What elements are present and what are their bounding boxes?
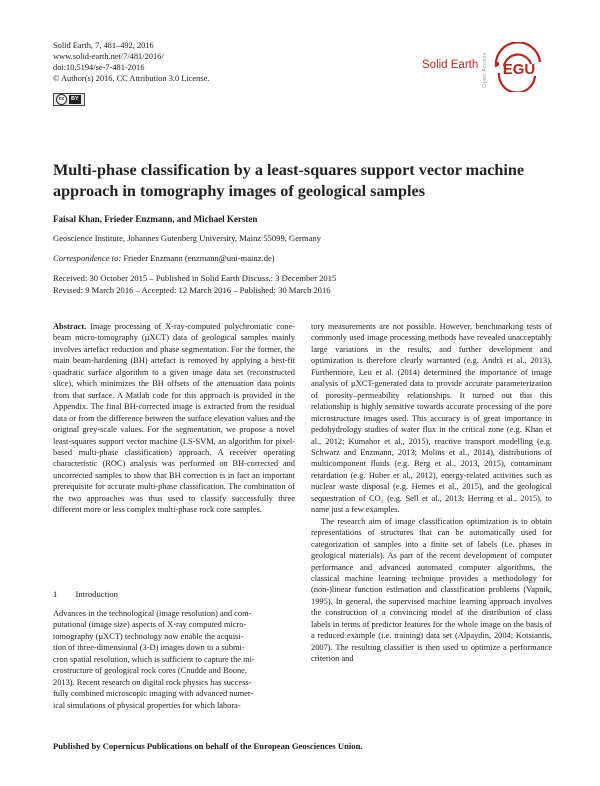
publisher-footer: Published by Copernicus Publications on behalf of the European Geosciences Union. bbox=[53, 741, 363, 751]
article-dates bbox=[53, 272, 336, 296]
open-access-label: Open Access bbox=[482, 52, 488, 88]
egu-logo-text: EGU bbox=[502, 61, 536, 78]
intro-line: tion of three-dimensional (3-D) images down to a submi- bbox=[53, 643, 245, 653]
intro-line: crostructure of geological rock cores (Cnudde and Boone, bbox=[53, 666, 247, 676]
intro-line: Advances in the technological (image resolution) and com- bbox=[53, 609, 252, 618]
dates-revised: Revised: 9 March 2016 – Accepted: 12 March 2016 – Published: 30 March 2016 bbox=[53, 285, 331, 295]
citation-license: © Author(s) 2016. CC Attribution 3.0 License. bbox=[53, 74, 210, 83]
intro-line: cron spatial resolution, which is sufficient to capture the mi- bbox=[53, 654, 255, 664]
intro-line: putational (image size) aspects of X-ray computed micro- bbox=[53, 620, 247, 630]
citation-doi[interactable]: doi:10.5194/se-7-481-2016 bbox=[53, 63, 145, 72]
intro-line: 2013). Recent research on digital rock physics has success- bbox=[53, 677, 252, 687]
citation-block bbox=[53, 40, 209, 84]
by-label: BY bbox=[71, 96, 79, 102]
section-heading-introduction bbox=[53, 589, 118, 599]
dates-received: Received: 30 October 2015 – Published in Solid Earth Discuss.: 3 December 2015 bbox=[53, 273, 337, 283]
abstract bbox=[53, 321, 295, 516]
article-title: Multi-phase classification by a least-squares support vector machine approach in tomography images of geological samples bbox=[53, 161, 525, 200]
intro-line: tomography (µXCT) technology now enable the acquisi- bbox=[53, 631, 244, 641]
correspondence bbox=[53, 253, 275, 263]
section-number: 1 bbox=[53, 589, 58, 599]
cc-icon: cc bbox=[56, 94, 67, 105]
introduction-right bbox=[311, 321, 552, 665]
correspondence-value[interactable]: Frieder Enzmann (enzmann@uni-mainz.de) bbox=[123, 253, 275, 263]
author-list: Faisal Khan, Frieder Enzmann, and Michael Kersten bbox=[53, 214, 258, 224]
abstract-text: Image processing of X-ray-computed polychromatic cone-beam micro-tomography (µXCT) data of geological samples mainly involves artefact reduction and phase segmentation. For the former, the main beam-hardening (BH) artefact is removed by applying a best-fit quadratic surface algorithm to a given image data set (reconstructed slice), which minimizes the BH offsets of the attenuation data points from that surface. A Matlab code for this approach is provided in the Appendix. The final BH-corrected image is extracted from the residual data or from the difference between the surface elevation values and the original grey-scale values. For the segmentation, we propose a novel least-squares support vector machine (LS-SVM, an algorithm for pixel-based multi-phase classification) approach. A receiver operating characteristic (ROC) analysis was performed on BH-corrected and uncorrected samples to show that BH correction is in fact an important prerequisite for accurate multi-phase classification. The combination of the two approaches was thus used to classify successfully three different more or less complex multi-phase rock core samples. bbox=[53, 322, 295, 515]
intro-line: ical simulations of physical properties for which labora- bbox=[53, 700, 241, 710]
intro-paragraph-1-continued: tory measurements are not possible. However, benchmarking tests of commonly used image processing methods have revealed unacceptably large variations in the results, and further development and optimization is therefore clearly warranted (e.g. Andrä et al., 2013). Furthermore, Leu et al. (2014) determined the importance of image analysis of µXCT-generated data to provide accurate parameterization of porosity–permeability relationships. It turned out that this relationship is highly sensitive towards accurate processing of the pore microstructure images used. This accuracy is of great importance in pedohydrology studies of water flux in the critical zone (e.g. Khan et al., 2012; Kumahor et al., 2015), reactive transport modelling (e.g. Schwarz and Enzmann, 2013; Molins et al., 2014), distributions of multicomponent fluids (e.g. Berg et al., 2013, 2015), contaminant retardation (e.g. Huber et al., 2012), energy-related activities such as nuclear waste disposal (e.g. Hemes et al., 2015), and the geological sequestration of CO₂ (e.g. Sell et al., 2013; Herring et al., 2015), to name just a few examples. bbox=[311, 322, 552, 515]
intro-paragraph-2: The research aim of image classification optimization is to obtain representations of structures that can be automatically used for categorization of samples into a finite set of labels (i.e. phases in geological materials). As part of the recent development of computer performance and advanced automated computer algorithms, the classical machine learning technique provides a methodology for (non-)linear function estimation and classification problems (Vapnik, 1995). In general, the supervised machine learning approach involves the construction of a convincing model of the distribution of class labels in terms of predictor features for the whole image on the basis of a reduced example (i.e. training) data set (Alpaydin, 2004; Kotsiantis, 2007). The resulting classifier is then used to optimize a performance criterion and bbox=[311, 516, 552, 664]
egu-logo bbox=[490, 42, 546, 92]
affiliation: Geoscience Institute, Johannes Gutenberg University, Mainz 55099, Germany bbox=[53, 233, 322, 243]
section-title: Introduction bbox=[75, 589, 118, 599]
intro-line: fully combined microscopic imaging with advanced numer- bbox=[53, 689, 254, 699]
citation-journal: Solid Earth, 7, 481–492, 2016 bbox=[53, 41, 154, 50]
journal-name: Solid Earth bbox=[422, 59, 479, 71]
introduction-left bbox=[53, 608, 295, 711]
abstract-label: Abstract. bbox=[53, 322, 87, 331]
citation-url[interactable]: www.solid-earth.net/7/481/2016/ bbox=[53, 52, 164, 61]
egu-logo-dot bbox=[495, 62, 499, 66]
cc-by-license-badge[interactable] bbox=[53, 93, 85, 106]
correspondence-label: Correspondence to: bbox=[53, 253, 122, 263]
